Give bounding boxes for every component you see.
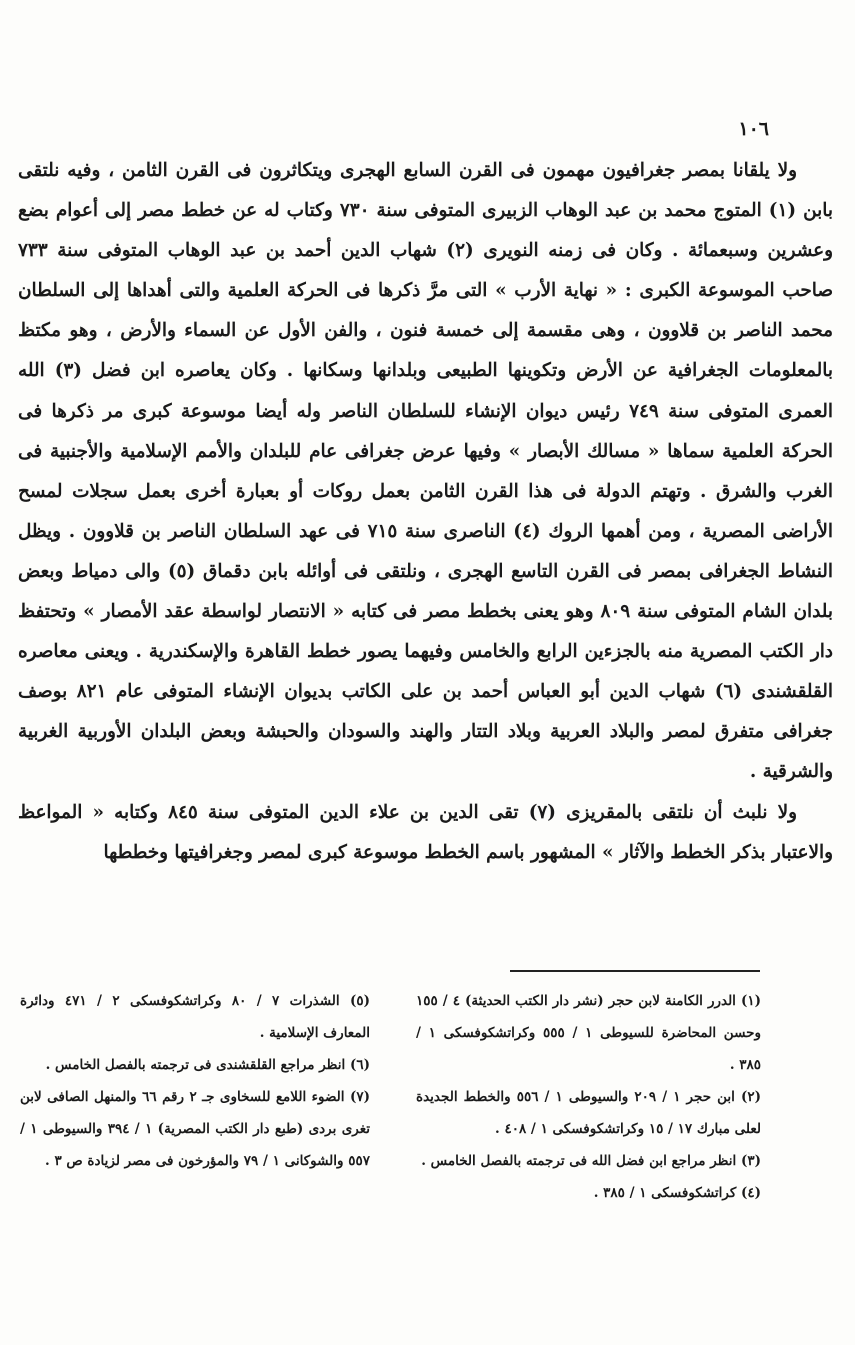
footnote-separator (510, 970, 760, 972)
body-paragraph: ولا نلبث أن نلتقى بالمقريزى (٧) تقى الدين بن علاء الدين المتوفى سنة ٨٤٥ وكتابه « المواعظ والاعتبار بذكر الخطط والآثار » المشهور باسم الخطط موسوعة كبرى لمصر وجغرافيتها وخططها (18, 801, 833, 863)
page-number: ١٠٦ (738, 118, 769, 140)
footnote: (٣) انظر مراجع ابن فضل الله فى ترجمته بالفصل الخامس . (421, 1153, 761, 1169)
footnote: (٤) كراتشكوفسكى ١ / ٣٨٥ . (593, 1185, 761, 1201)
footnotes-right-column (416, 985, 761, 1209)
footnote: (١) الدرر الكامنة لابن حجر (نشر دار الكتب الحديثة) ٤ / ١٥٥ وحسن المحاضرة للسيوطى ١ / ٥٥٥ وكراتشكوفسكى ١ / ٣٨٥ . (416, 993, 761, 1073)
footnote: (٢) ابن حجر ١ / ٢٠٩ والسيوطى ١ / ٥٥٦ والخطط الجديدة لعلى مبارك ١٧ / ١٥ وكراتشكوفسكى ١ / ٤٠٨ . (416, 1089, 762, 1137)
footnote: (٦) انظر مراجع القلقشندى فى ترجمته بالفصل الخامس . (45, 1057, 370, 1073)
footnotes-left-column (20, 985, 370, 1177)
body-text (18, 151, 833, 873)
footnote: (٧) الضوء اللامع للسخاوى جـ ٢ رقم ٦٦ والمنهل الصافى لابن تغرى بردى (طبع دار الكتب المصرية) ١ / ٣٩٤ والسيوطى ١ / ٥٥٧ والشوكانى ١ / ٧٩ والمؤرخون فى مصر لزيادة ص ٣ . (20, 1089, 370, 1169)
footnote: (٥) الشذرات ٧ / ٨٠ وكراتشكوفسكى ٢ / ٤٧١ ودائرة المعارف الإسلامية . (20, 993, 371, 1041)
body-paragraph: ولا يلقانا بمصر جغرافيون مهمون فى القرن السابع الهجرى ويتكاثرون فى القرن الثامن ، وفيه نلتقى بابن (١) المتوج محمد بن عبد الوهاب الزبيرى المتوفى سنة ٧٣٠ وكتاب له عن خطط مصر إلى أعوام بضع وعشرين وسبعمائة . وكان فى زمنه النويرى (٢) شهاب الدين أحمد بن عبد الوهاب المتوفى سنة ٧٣٣ صاحب الموسوعة الكبرى : « نهاية الأرب » التى مرَّ ذكرها فى الحركة العلمية والتى أهداها إلى السلطان محمد الناصر بن قلاوون ، وهى مقسمة إلى خمسة فنون ، والفن الأول عن السماء والأرض ، وهو مكتظ بالمعلومات الجغرافية عن الأرض وتكوينها الطبيعى وبلدانها وسكانها . وكان يعاصره ابن فضل (٣) الله العمرى المتوفى سنة ٧٤٩ رئيس ديوان الإنشاء للسلطان الناصر وله أيضا موسوعة كبرى مر ذكرها فى الحركة العلمية سماها « مسالك الأبصار » وفيها عرض جغرافى عام للبلدان والأمم الإسلامية والأجنبية فى الغرب والشرق . وتهتم الدولة فى هذا القرن الثامن بعمل روكات أو بعبارة أخرى بعمل سجلات لمسح الأراضى المصرية ، ومن أهمها الروك (٤) الناصرى سنة ٧١٥ فى عهد السلطان الناصر بن قلاوون . ويظل النشاط الجغرافى بمصر فى القرن التاسع الهجرى ، ونلتقى فى أوائله بابن دقماق (٥) والى دمياط وبعض بلدان الشام المتوفى سنة ٨٠٩ وهو يعنى بخطط مصر فى كتابه « الانتصار لواسطة عقد الأمصار » وتحتفظ دار الكتب المصرية منه بالجزءين الرابع والخامس وفيهما يصور خطط القاهرة والإسكندرية . ويعنى معاصره القلقشندى (٦) شهاب الدين أبو العباس أحمد بن على الكاتب بديوان الإنشاء المتوفى عام ٨٢١ بوصف جغرافى متفرق لمصر والبلاد العربية وبلاد التتار والهند والسودان والحبشة وبعض البلدان الأوربية الغربية والشرقية . (18, 160, 834, 783)
